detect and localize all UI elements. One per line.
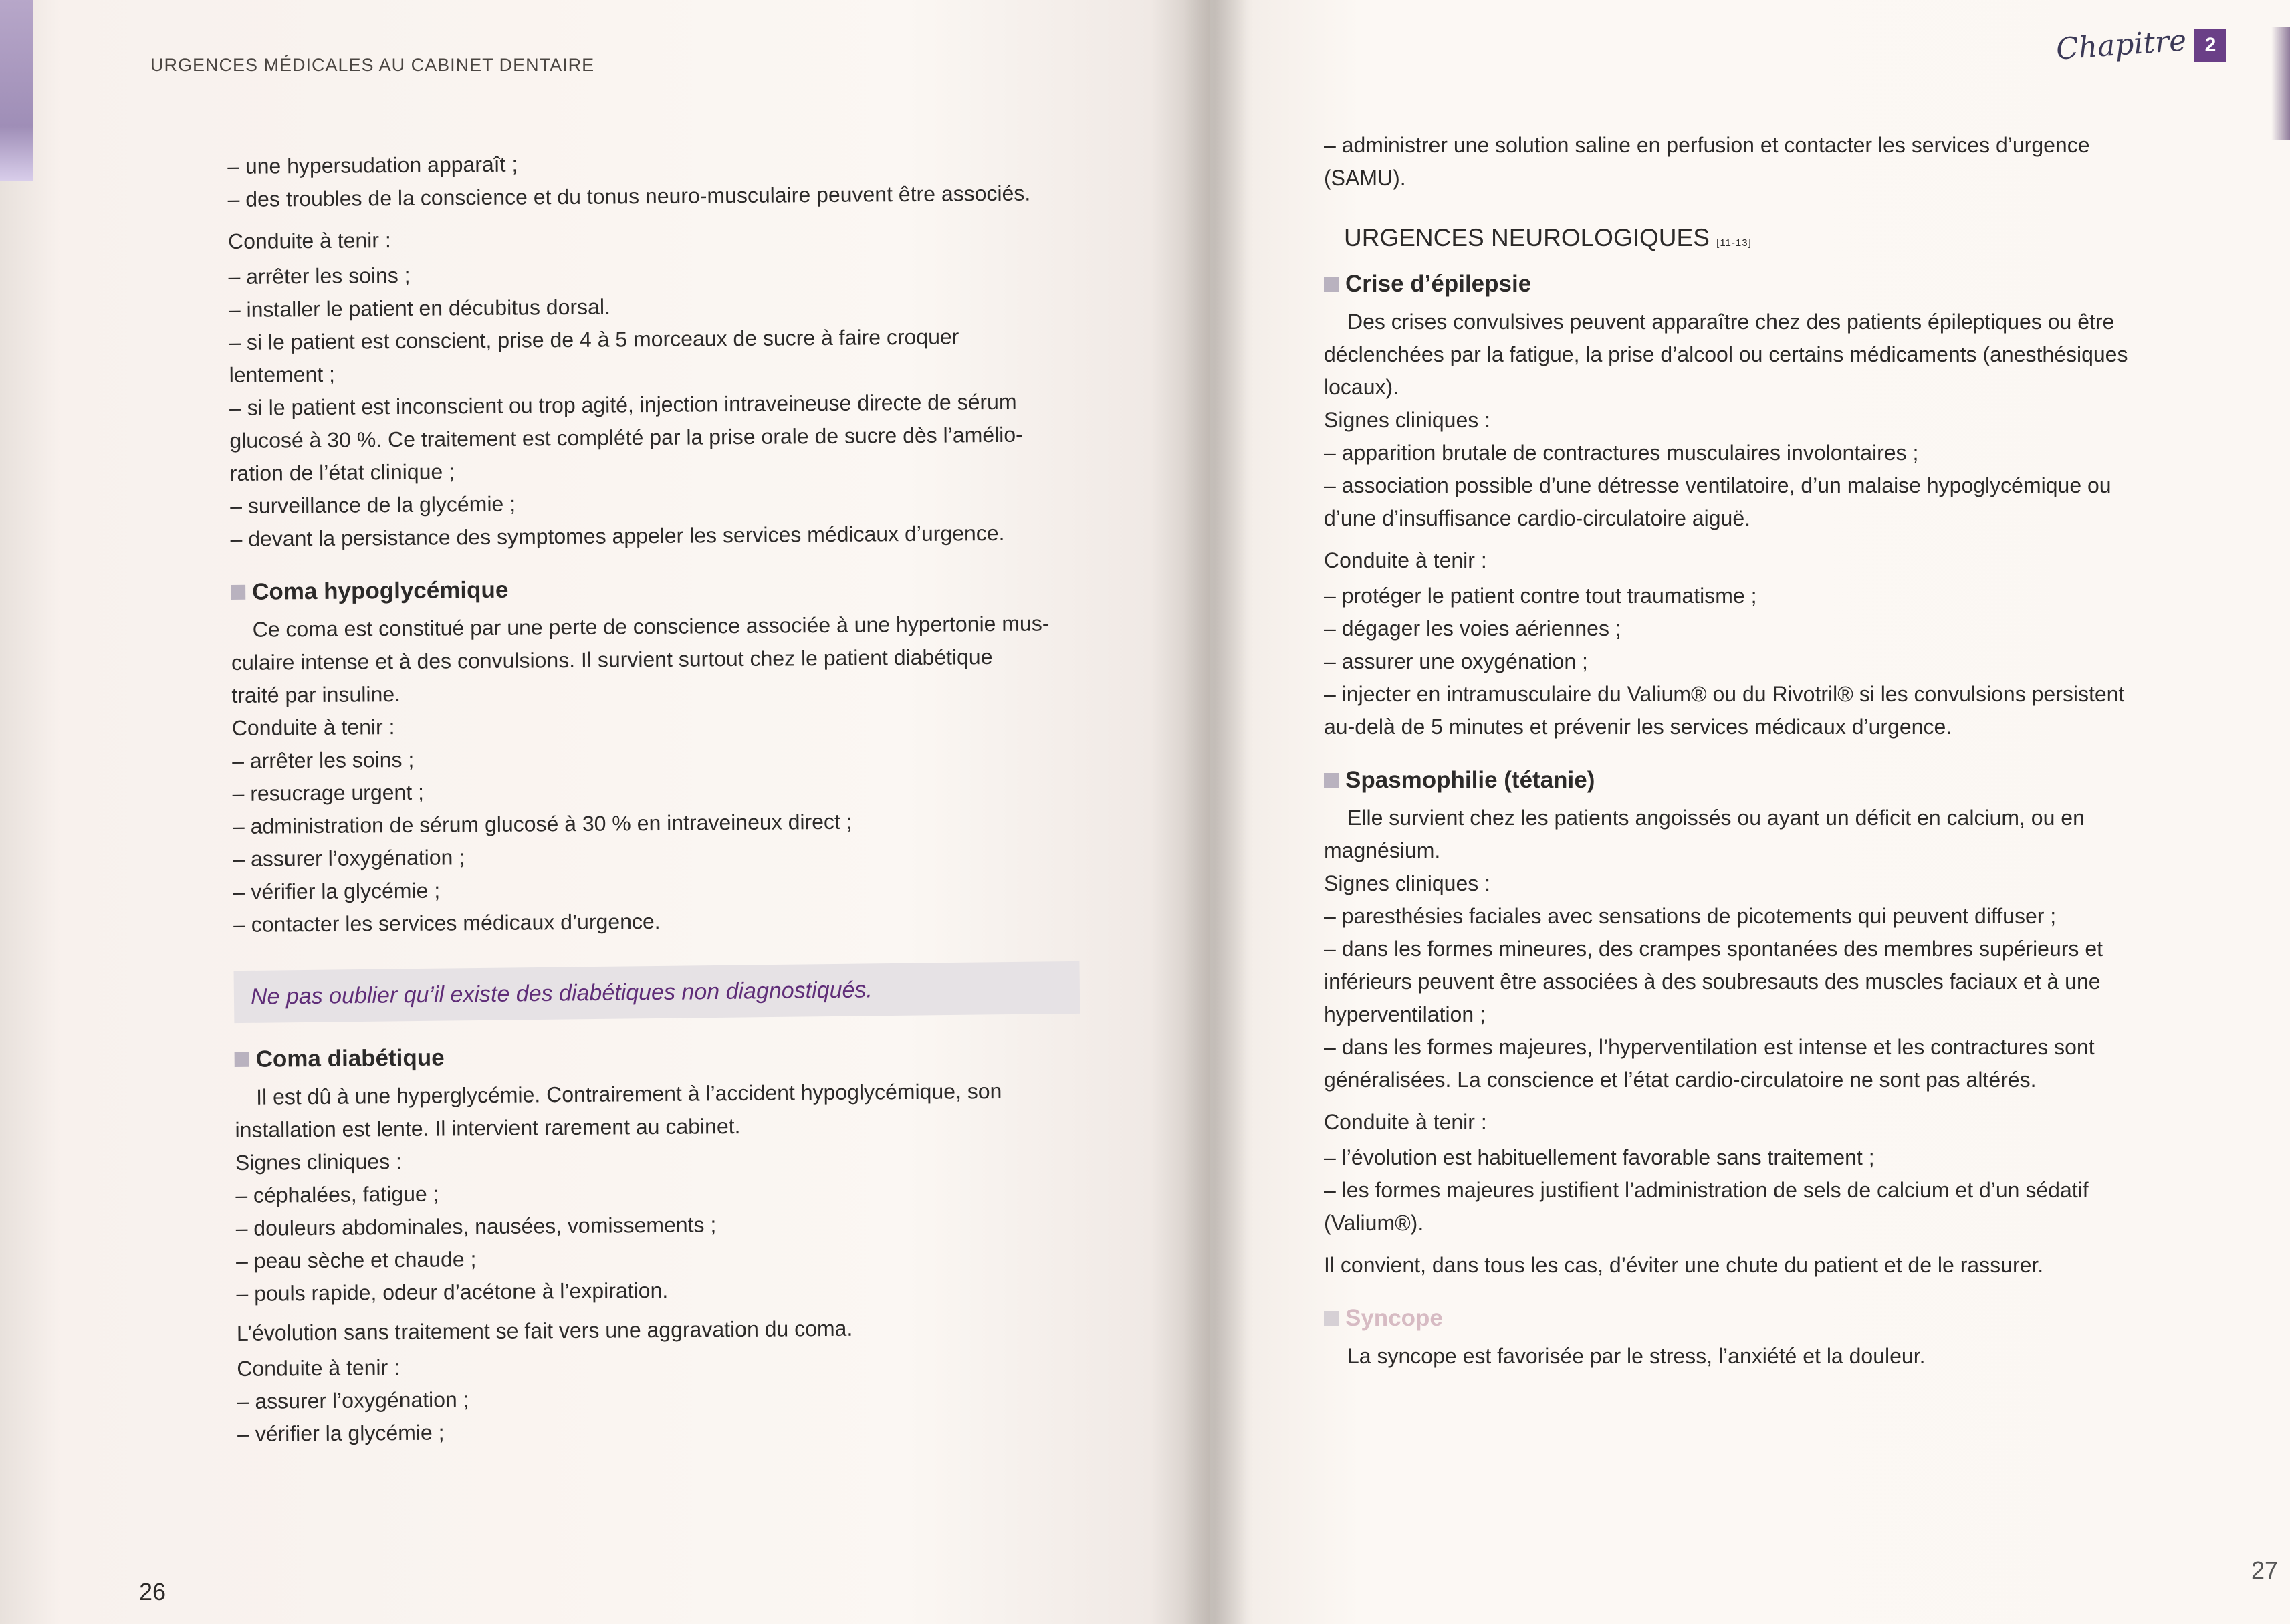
coma-diab-signs-heading: Signes cliniques : [235,1149,403,1175]
intro-line-1: – une hypersudation apparaît ; [227,152,518,179]
coma-diab-text-line-1: Il est dû à une hyperglycémie. Contrairement à l’accident hypoglycémique, son [255,1078,1002,1109]
epilepsy-conduct-line-5: au-delà de 5 minutes et prévenir les services médicaux d’urgence. [1324,715,1952,739]
conduct-line-5: – si le patient est inconscient ou trop agité, injection intraveineuse directe de sérum [229,389,1017,420]
neurological-emergencies-title [1344,221,2180,259]
spasmo-conduct-heading: Conduite à tenir : [1324,1110,1487,1134]
right-text-column [1324,129,2180,1373]
syncope-title-text: Syncope [1345,1305,1443,1331]
chapter-word: Chapitre [2055,23,2188,67]
coma-diabetique-title [234,1036,1097,1076]
square-marker-icon [1324,1311,1339,1326]
square-marker-icon [235,1052,249,1066]
neurological-emergencies-title-text: URGENCES NEUROLOGIQUES [1344,224,1710,251]
epilepsy-conduct-line-1: – protéger le patient contre tout traumatisme ; [1324,584,1757,608]
conduct-line-8: – surveillance de la glycémie ; [230,491,516,518]
spasmo-sign-line-3: inférieurs peuvent être associées à des soubresauts des muscles faciaux et à une [1324,969,2101,994]
epilepsy-conduct-line-4: – injecter en intramusculaire du Valium® ou du Rivotril® si les convulsions persistent [1324,682,2125,706]
conduct-line-6: glucosé à 30 %. Ce traitement est complété par la prise orale de sucre dès l’amélio- [229,422,1023,453]
left-page-number: 26 [139,1578,166,1605]
coma-hypo-conduct-line-2: – resucrage urgent ; [232,780,425,806]
epilepsy-text-line-2: déclenchées par la fatigue, la prise d’alcool ou certains médicaments (anesthésiques [1324,342,2128,366]
spasmo-conduct-line-3: (Valium®). [1324,1211,1424,1235]
spasmophilie-title [1324,764,2180,796]
chapter-label [2055,23,2226,67]
epilepsy-title [1324,267,2180,300]
spasmo-text-line-2: magnésium. [1324,838,1441,862]
coma-diab-sign-line-3: – peau sèche et chaude ; [235,1247,477,1273]
right-page-number: 27 [2251,1556,2278,1584]
coma-diab-conduct-line-2: – vérifier la glycémie ; [237,1420,445,1446]
coma-diab-text-line-2: installation est lente. Il intervient rarement au cabinet. [235,1114,741,1142]
coma-hypo-conduct-line-5: – vérifier la glycémie ; [233,878,441,904]
spasmo-sign-line-5: – dans les formes majeures, l’hyperventilation est intense et les contractures sont [1324,1035,2095,1059]
coma-hypo-text-line-1: Ce coma est constitué par une perte de conscience associée à une hypertonie mus- [252,611,1050,642]
left-running-header: URGENCES MÉDICALES AU CABINET DENTAIRE [150,55,595,75]
intro-line-2: – des troubles de la conscience et du tonus neuro-musculaire peuvent être associés. [227,181,1031,211]
coma-diab-conduct-line-1: – assurer l’oxygénation ; [237,1387,469,1413]
conduct-line-1: – arrêter les soins ; [228,263,411,289]
epilepsy-title-text: Crise d’épilepsie [1345,271,1532,297]
coma-hypo-conduct-line-4: – assurer l’oxygénation ; [233,845,465,871]
neurological-reference: [11-13] [1716,237,1752,249]
square-marker-icon [1324,773,1339,788]
spasmo-conduct-line-1: – l’évolution est habituellement favorable sans traitement ; [1324,1145,1875,1169]
spasmo-sign-line-1: – paresthésies faciales avec sensations de picotements qui peuvent diffuser ; [1324,904,2057,928]
conduct-heading-1: Conduite à tenir : [227,228,391,253]
epilepsy-signs-heading: Signes cliniques : [1324,408,1491,432]
coma-hypo-text-line-3: traité par insuline. [231,681,401,707]
conduct-line-2: – installer le patient en décubitus dorsal. [228,294,611,322]
spasmo-signs-heading: Signes cliniques : [1324,871,1491,895]
square-marker-icon [1324,277,1339,292]
coma-diab-sign-line-4: – pouls rapide, odeur d’acétone à l’expiration. [236,1278,669,1306]
epilepsy-conduct-heading: Conduite à tenir : [1324,548,1487,572]
coma-hypo-conduct-line-3: – administration de sérum glucosé à 30 % en intraveineux direct ; [232,809,852,838]
epilepsy-conduct-line-2: – dégager les voies aériennes ; [1324,616,1621,641]
right-page [1210,0,2290,1624]
coma-hypo-text-line-2: culaire intense et à des convulsions. Il survient surtout chez le patient diabétique [231,645,993,675]
syncope-title [1324,1302,2180,1335]
coma-hypo-conduct-heading: Conduite à tenir : [231,715,395,740]
coma-hypoglycemique-title [231,569,1093,608]
spasmo-text-line-1: Elle survient chez les patients angoissés ou ayant un déficit en calcium, ou en [1347,806,2085,830]
coma-diab-sign-line-1: – céphalées, fatigue ; [235,1181,439,1207]
syncope-text: La syncope est favorisée par le stress, l’anxiété et la douleur. [1347,1344,1926,1368]
left-text-column [227,144,1100,1451]
coma-hypoglycemique-title-text: Coma hypoglycémique [252,576,509,605]
square-marker-icon [231,584,245,599]
conduct-line-4: lentement ; [229,362,336,387]
conduct-line-7: ration de l’état clinique ; [229,459,455,485]
conduct-line-3: – si le patient est conscient, prise de 4 à 5 morceaux de sucre à faire croquer [229,324,959,354]
top-line-2: (SAMU). [1324,166,1406,190]
epilepsy-sign-line-2: – association possible d’une détresse ventilatoire, d’un malaise hypoglycémique ou [1324,473,2111,497]
epilepsy-text-line-1: Des crises convulsives peuvent apparaître chez des patients épileptiques ou être [1347,310,2115,334]
epilepsy-sign-line-1: – apparition brutale de contractures musculaires involontaires ; [1324,441,1919,465]
spasmo-sign-line-4: hyperventilation ; [1324,1002,1486,1026]
top-line-1: – administrer une solution saline en perfusion et contacter les services d’urgence [1324,133,2090,157]
coma-diabetique-title-text: Coma diabétique [255,1044,445,1072]
right-page-color-edge [2271,27,2290,140]
coma-diab-conduct-heading: Conduite à tenir : [237,1355,400,1381]
spasmo-conduct-line-2: – les formes majeures justifient l’administration de sels de calcium et d’un sédatif [1324,1178,2089,1202]
epilepsy-conduct-line-3: – assurer une oxygénation ; [1324,649,1588,673]
coma-hypo-conduct-line-1: – arrêter les soins ; [232,747,415,773]
coma-hypo-conduct-line-6: – contacter les services médicaux d’urgence. [233,909,661,937]
epilepsy-sign-line-3: d’une d’insuffisance cardio-circulatoire aiguë. [1324,506,1750,530]
left-page-color-strip [0,0,33,181]
chapter-number-badge: 2 [2194,29,2226,62]
diabetes-warning-callout: Ne pas oublier qu’il existe des diabétiques non diagnostiqués. [234,961,1080,1023]
spasmo-note: Il convient, dans tous les cas, d’éviter une chute du patient et de le rassurer. [1324,1253,2044,1277]
spasmo-sign-line-6: généralisées. La conscience et l’état cardio-circulatoire ne sont pas altérés. [1324,1068,2037,1092]
spasmophilie-title-text: Spasmophilie (tétanie) [1345,767,1595,793]
coma-diab-evolution: L’évolution sans traitement se fait vers une aggravation du coma. [236,1316,853,1345]
spasmo-sign-line-2: – dans les formes mineures, des crampes spontanées des membres supérieurs et [1324,937,2103,961]
conduct-line-9: – devant la persistance des symptomes appeler les services médicaux d’urgence. [230,520,1005,551]
coma-diab-sign-line-2: – douleurs abdominales, nausées, vomissements ; [235,1212,717,1240]
epilepsy-text-line-3: locaux). [1324,375,1399,399]
